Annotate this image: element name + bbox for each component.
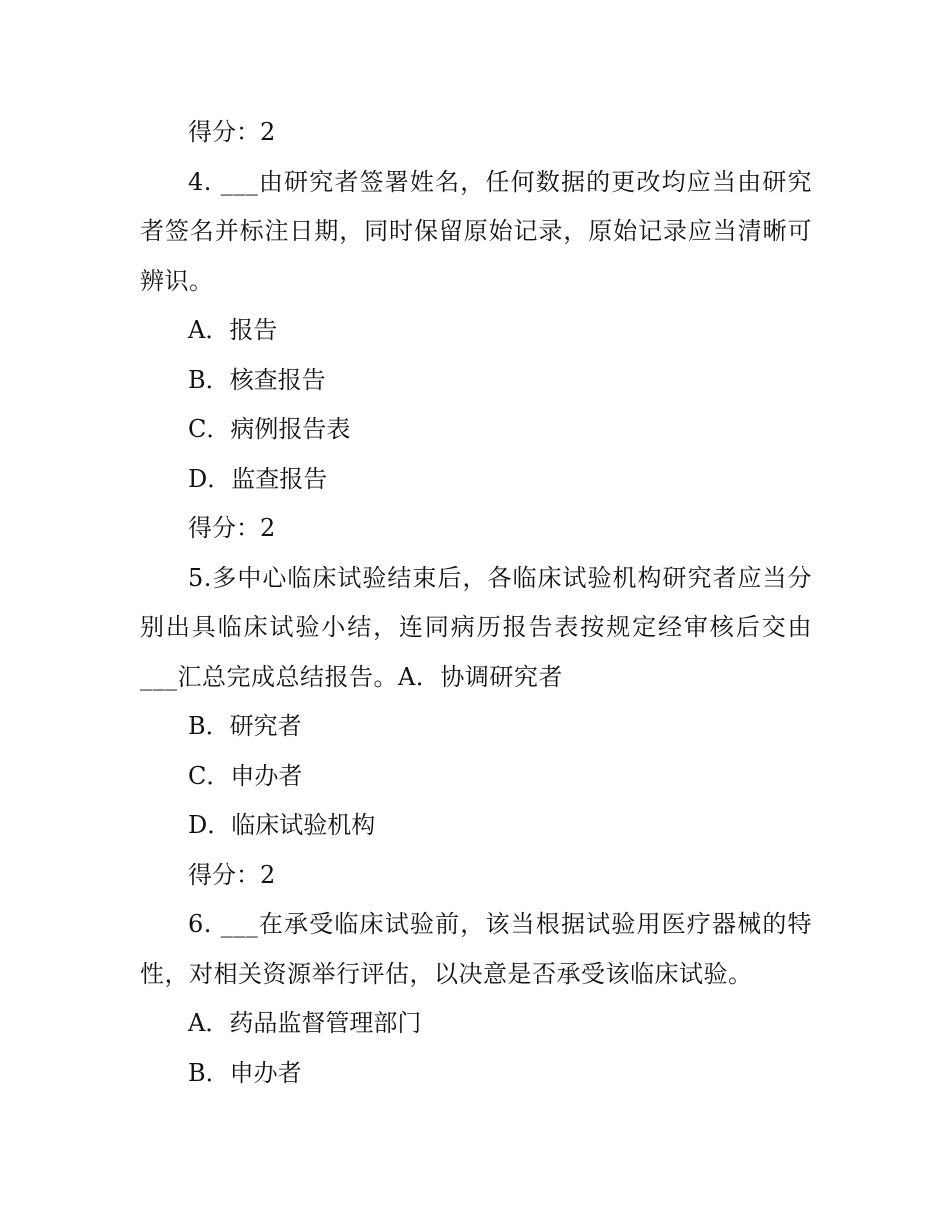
option-a: A．药品监督管理部门 [188, 1009, 422, 1037]
question-4-text: 4. ___由研究者签署姓名，任何数据的更改均应当由研究者签名并标注日期，同时保留原始记录，原始记录应当清晰可辨识。 [140, 167, 812, 295]
question-5-text: 5.多中心临床试验结束后，各临床试验机构研究者应当分别出具临床试验小结，连同病历报告表按规定经审核后交由___汇总完成总结报告。A．协调研究者 [140, 563, 812, 691]
option-a: A．报告 [188, 316, 278, 344]
option-b: B．核查报告 [188, 365, 326, 394]
option-d: D．监查报告 [188, 464, 328, 493]
option-d: D．临床试验机构 [188, 811, 376, 839]
option-b: B．申办者 [188, 1058, 302, 1087]
score-line: 得分：2 [188, 860, 276, 889]
question-6-text: 6. ___在承受临床试验前，该当根据试验用医疗器械的特性，对相关资源举行评估，以决意是否承受该临床试验。 [140, 910, 812, 988]
document-page [140, 108, 812, 1098]
score-line: 得分：2 [188, 514, 276, 542]
option-c: C．病例报告表 [188, 415, 351, 443]
option-b: B．研究者 [188, 712, 302, 740]
option-c: C．申办者 [188, 761, 303, 790]
score-line: 得分：2 [188, 118, 276, 146]
